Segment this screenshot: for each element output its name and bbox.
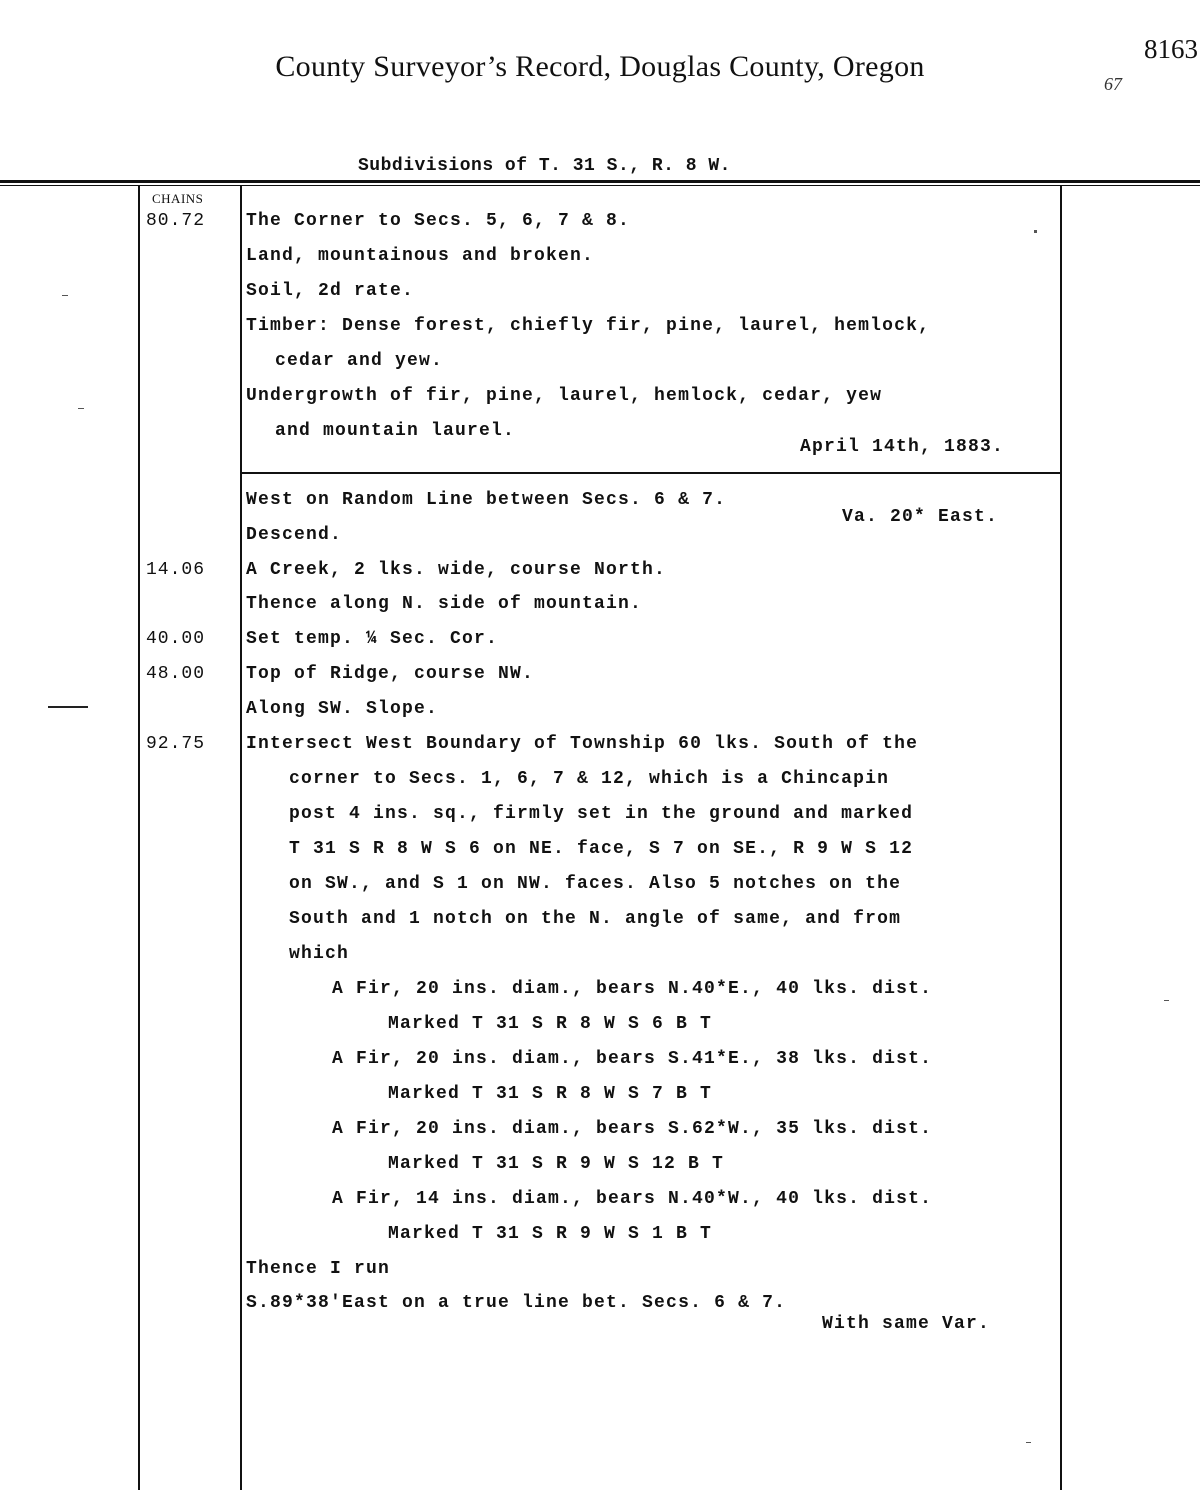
chain-value: 48.00	[146, 664, 206, 684]
page-title: County Surveyor’s Record, Douglas County, Oregon	[275, 50, 925, 83]
record-line: Thence I run	[246, 1259, 391, 1279]
chain-value: 80.72	[146, 211, 206, 231]
closing-note: With same Var.	[822, 1314, 991, 1334]
record-line: Set temp. ¼ Sec. Cor.	[246, 629, 499, 649]
chains-column-rule	[240, 186, 242, 1490]
record-line: Top of Ridge, course NW.	[246, 664, 535, 684]
record-line: Along SW. Slope.	[246, 699, 439, 719]
record-line: and mountain laurel.	[275, 421, 516, 441]
bearing-tree-marking: Marked T 31 S R 8 W S 7 B T	[388, 1084, 713, 1104]
record-date: April 14th, 1883.	[800, 437, 1005, 457]
bearing-tree-line: A Fir, 20 ins. diam., bears S.41*E., 38 lks. dist.	[332, 1049, 933, 1069]
chain-value: 40.00	[146, 629, 206, 649]
top-rule	[0, 180, 1200, 183]
right-margin-rule	[1060, 186, 1062, 1490]
record-line: A Creek, 2 lks. wide, course North.	[246, 560, 667, 580]
top-rule-thin	[0, 185, 1200, 186]
record-line: Timber: Dense forest, chiefly fir, pine, laurel, hemlock,	[246, 316, 931, 336]
record-line: S.89*38'East on a true line bet. Secs. 6 & 7.	[246, 1293, 787, 1313]
record-line: cedar and yew.	[275, 351, 444, 371]
page-number: 8163	[1144, 34, 1198, 64]
scan-mark	[48, 706, 88, 708]
record-line: T 31 S R 8 W S 6 on NE. face, S 7 on SE., R 9 W S 12	[289, 839, 914, 859]
record-line: Undergrowth of fir, pine, laurel, hemlock, cedar, yew	[246, 386, 883, 406]
record-line: Land, mountainous and broken.	[246, 246, 595, 266]
bearing-tree-marking: Marked T 31 S R 9 W S 12 B T	[388, 1154, 725, 1174]
scan-speck	[1164, 1000, 1169, 1001]
bearing-tree-marking: Marked T 31 S R 8 W S 6 B T	[388, 1014, 713, 1034]
chain-value: 14.06	[146, 560, 206, 580]
scan-speck	[1034, 230, 1037, 233]
bearing-tree-marking: Marked T 31 S R 9 W S 1 B T	[388, 1224, 713, 1244]
record-line: post 4 ins. sq., firmly set in the ground and marked	[289, 804, 914, 824]
scan-speck	[78, 408, 84, 409]
record-line: corner to Secs. 1, 6, 7 & 12, which is a Chincapin	[289, 769, 890, 789]
scan-speck	[1026, 1442, 1031, 1443]
record-line: Intersect West Boundary of Township 60 lks. South of the	[246, 734, 919, 754]
handwritten-page-mark: 67	[1104, 74, 1122, 94]
subdivision-heading: Subdivisions of T. 31 S., R. 8 W.	[358, 156, 731, 176]
bearing-tree-line: A Fir, 14 ins. diam., bears N.40*W., 40 lks. dist.	[332, 1189, 933, 1209]
record-line: on SW., and S 1 on NW. faces. Also 5 notches on the	[289, 874, 902, 894]
record-line: The Corner to Secs. 5, 6, 7 & 8.	[246, 211, 631, 231]
section-divider	[242, 472, 1060, 474]
variation-note: Va. 20* East.	[842, 507, 999, 527]
record-line: which	[289, 944, 350, 964]
record-line: Thence along N. side of mountain.	[246, 594, 643, 614]
scan-speck	[62, 295, 68, 296]
record-line: Descend.	[246, 525, 343, 545]
left-margin-rule	[138, 186, 140, 1490]
record-line: South and 1 notch on the N. angle of same, and from	[289, 909, 902, 929]
record-line: West on Random Line between Secs. 6 & 7.	[246, 490, 727, 510]
chains-column-header: CHAINS	[152, 191, 204, 206]
chain-value: 92.75	[146, 734, 206, 754]
bearing-tree-line: A Fir, 20 ins. diam., bears N.40*E., 40 lks. dist.	[332, 979, 933, 999]
record-line: Soil, 2d rate.	[246, 281, 415, 301]
bearing-tree-line: A Fir, 20 ins. diam., bears S.62*W., 35 lks. dist.	[332, 1119, 933, 1139]
